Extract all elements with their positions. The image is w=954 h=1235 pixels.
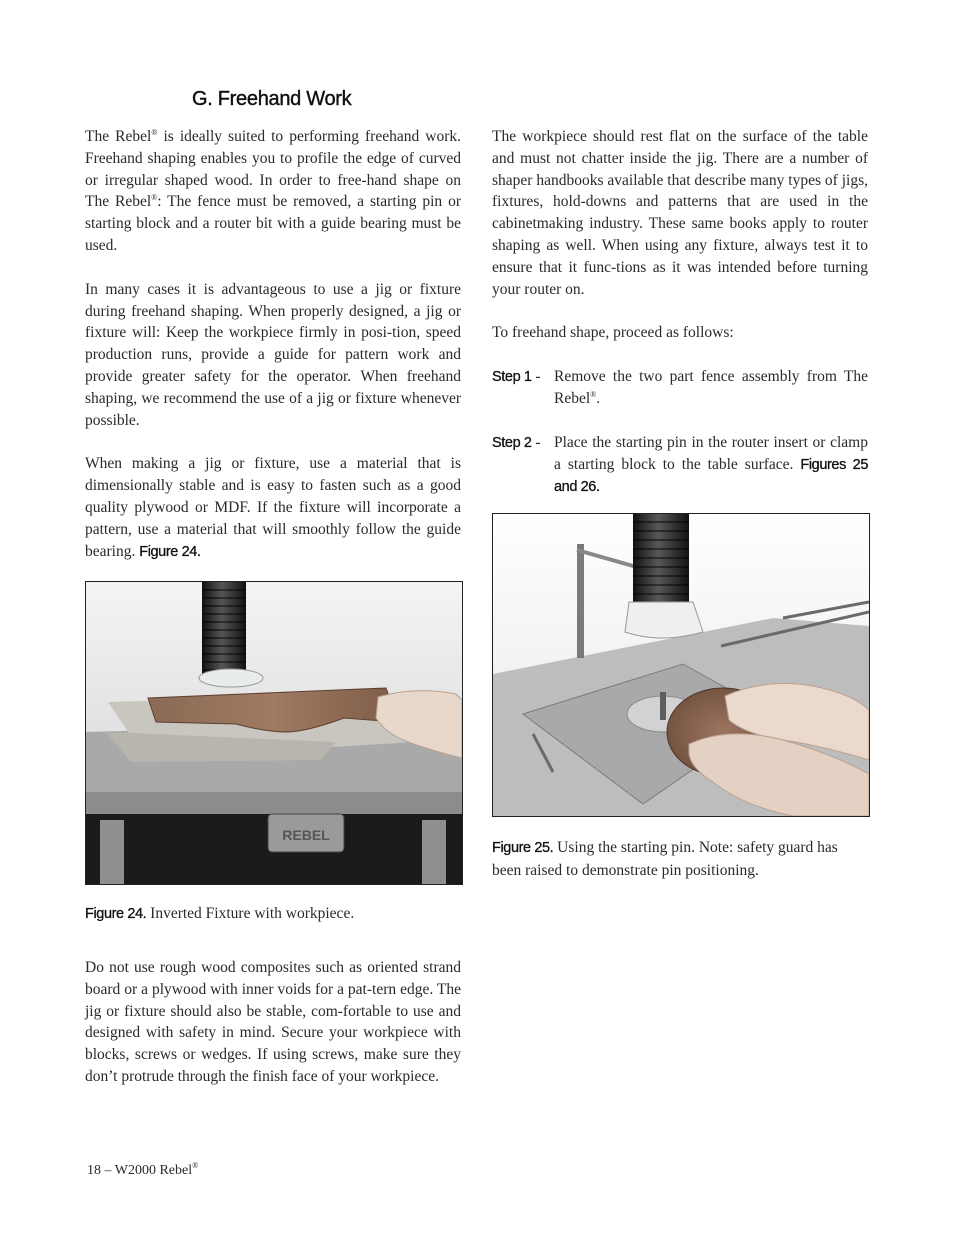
inverted-fixture-illustration: [86, 582, 462, 884]
left-column: [85, 126, 461, 585]
section-title: G. Freehand Work: [192, 88, 352, 110]
figure-24-reference: Figure 24.: [139, 543, 201, 560]
registered-mark: ®: [192, 1161, 199, 1170]
figure-25-caption: Figure 25. Using the starting pin. Note: safety guard has been raised to demonstrate pin positioning.: [492, 839, 838, 879]
paragraph-jig-material: When making a jig or fixture, use a material that is dimensionally stable and is easy to fasten such as a good quality plywood or MDF. If the fixture will incorporate a pattern, use a material that will smoothly follow the guide bearing. Figure 24.: [85, 455, 461, 560]
figures-25-26-reference: Figures 25 and 26.: [554, 456, 868, 496]
paragraph-jig-advantages: In many cases it is advantageous to use a jig or fixture during freehand shaping. When properly designed, a jig or fixture will: Keep the workpiece firmly in posi-tion, speed production runs, provide a guide for pattern work and provide greater safety for the operator. When freehand shaping, we recommend the use of a jig or fixture whenever possible.: [85, 280, 461, 429]
guard: [199, 669, 263, 687]
paragraph-workpiece-rest: The workpiece should rest flat on the surface of the table and must not chatter inside the jig. There are a number of shaper handbooks available that describe many types of jigs, fixtures, hold-downs and patterns that are used in the cabinetmaking industry. These same books apply to router shaping as well. When using any fixture, always test it to ensure that it func-tions as it was intended before turning your router on.: [492, 128, 868, 298]
page-footer: 18 – W2000 Rebel®: [87, 1161, 199, 1178]
stand-leg-left: [100, 820, 124, 884]
paragraph-composites-warning: Do not use rough wood composites such as oriented strand board or a plywood with inner voids for a pat-tern edge. The jig or fixture should also be stable, com-fortable to use and designed with safety in mind. Secure your workpiece with blocks, screws or wedges. If using screws, make sure they don’t protrude through the finish face of your workpiece.: [85, 959, 461, 1085]
dust-hose: [202, 582, 246, 674]
step-2: Step 2 - Place the starting pin in the router insert or clamp a starting block to the table surface. Figures 25 and 26.: [492, 433, 868, 496]
rebel-logo-text: REBEL: [282, 827, 330, 843]
guard: [625, 602, 703, 638]
registered-mark: ®: [151, 128, 158, 137]
step-label: Step 1: [492, 369, 532, 386]
guard-post: [577, 544, 584, 658]
starting-pin: [660, 692, 666, 720]
registered-mark: ®: [151, 193, 158, 203]
starting-pin-illustration: [493, 514, 869, 816]
paragraph-intro: The Rebel® is ideally suited to performing freehand work. Freehand shaping enables you to profile the edge of curved or irregular shaped wood. In order to free-hand shape on The Rebel®: The fence must be removed, a starting pin or starting block and a router bit with a guide bearing must be used.: [85, 128, 461, 254]
step-label: Step 2: [492, 434, 532, 451]
paragraph-proceed: To freehand shape, proceed as follows:: [492, 324, 734, 342]
figure-24-caption: Figure 24. Inverted Fixture with workpiece.: [85, 905, 355, 922]
right-column: [492, 126, 868, 521]
figure-24-photo: [85, 581, 463, 885]
registered-mark: ®: [590, 389, 597, 399]
table-edge: [86, 792, 462, 814]
stand-leg-right: [422, 820, 446, 884]
figure-25-photo: [492, 513, 870, 817]
step-1: Step 1 - Remove the two part fence assembly from The Rebel®.: [492, 368, 868, 407]
